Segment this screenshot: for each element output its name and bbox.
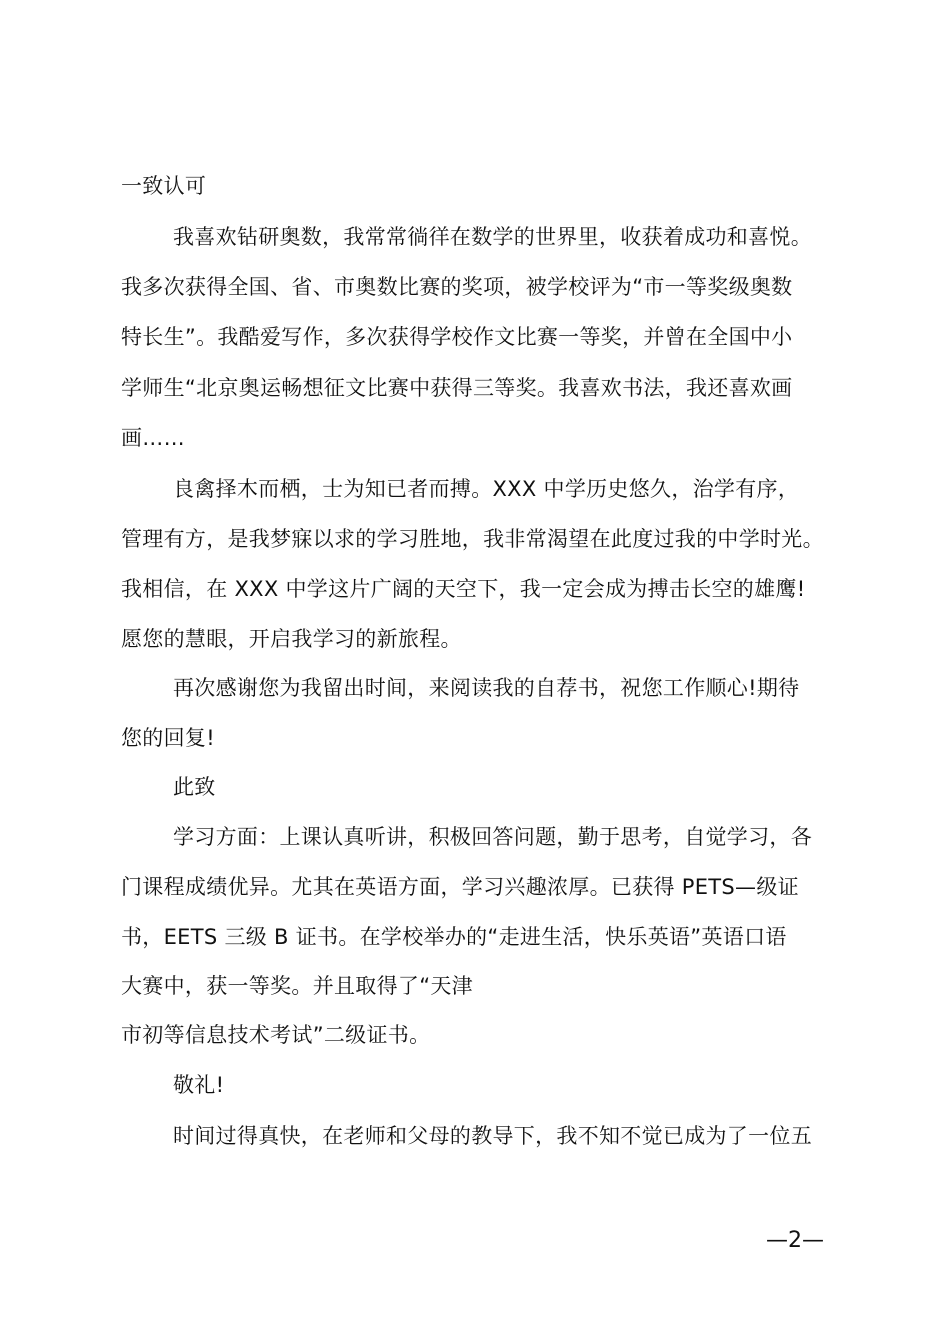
text-line-10: 愿您的慧眼，开启我学习的新旅程。 bbox=[121, 627, 462, 651]
text-line-7: 良禽择木而栖，士为知已者而搏。XXX 中学历史悠久，治学有序， bbox=[173, 477, 800, 501]
text-line-14: 学习方面：上课认真听讲，积极回答问题，勤于思考，自觉学习，各 bbox=[173, 825, 812, 849]
text-line-13: 此致 bbox=[173, 775, 216, 799]
text-line-9: 我相信，在 XXX 中学这片广阔的天空下，我一定会成为搏击长空的雄鹰! bbox=[121, 577, 806, 601]
text-line-19: 敬礼! bbox=[173, 1073, 225, 1097]
text-line-6: 画…… bbox=[121, 426, 185, 450]
text-line-4: 特长生”。我酷爱写作，多次获得学校作文比赛一等奖，并曾在全国中小 bbox=[121, 325, 793, 349]
text-line-15: 门课程成绩优异。尤其在英语方面，学习兴趣浓厚。已获得 PETS—级证 bbox=[121, 875, 799, 899]
text-line-12: 您的回复! bbox=[121, 726, 215, 750]
text-line-20: 时间过得真快，在老师和父母的教导下，我不知不觉已成为了一位五 bbox=[173, 1124, 812, 1148]
text-line-16: 书，EETS 三级 B 证书。在学校举办的“走进生活，快乐英语”英语口语 bbox=[121, 925, 787, 949]
text-line-1: 一致认可 bbox=[121, 174, 207, 198]
text-line-5: 学师生“北京奥运畅想征文比赛中获得三等奖。我喜欢书法，我还喜欢画 bbox=[121, 376, 793, 400]
text-line-18: 市初等信息技术考试”二级证书。 bbox=[121, 1023, 431, 1047]
text-line-3: 我多次获得全国、省、市奥数比赛的奖项，被学校评为“市一等奖级奥数 bbox=[121, 275, 793, 299]
text-line-8: 管理有方，是我梦寐以求的学习胜地，我非常渴望在此度过我的中学时光。 bbox=[121, 527, 824, 551]
text-line-2: 我喜欢钻研奥数，我常常徜徉在数学的世界里，收获着成功和喜悦。 bbox=[173, 225, 812, 249]
page-number: —2— bbox=[766, 1228, 824, 1253]
text-line-17: 大赛中，获一等奖。并且取得了“天津 bbox=[121, 974, 473, 998]
text-line-11: 再次感谢您为我留出时间，来阅读我的自荐书，祝您工作顺心!期待 bbox=[173, 676, 800, 700]
